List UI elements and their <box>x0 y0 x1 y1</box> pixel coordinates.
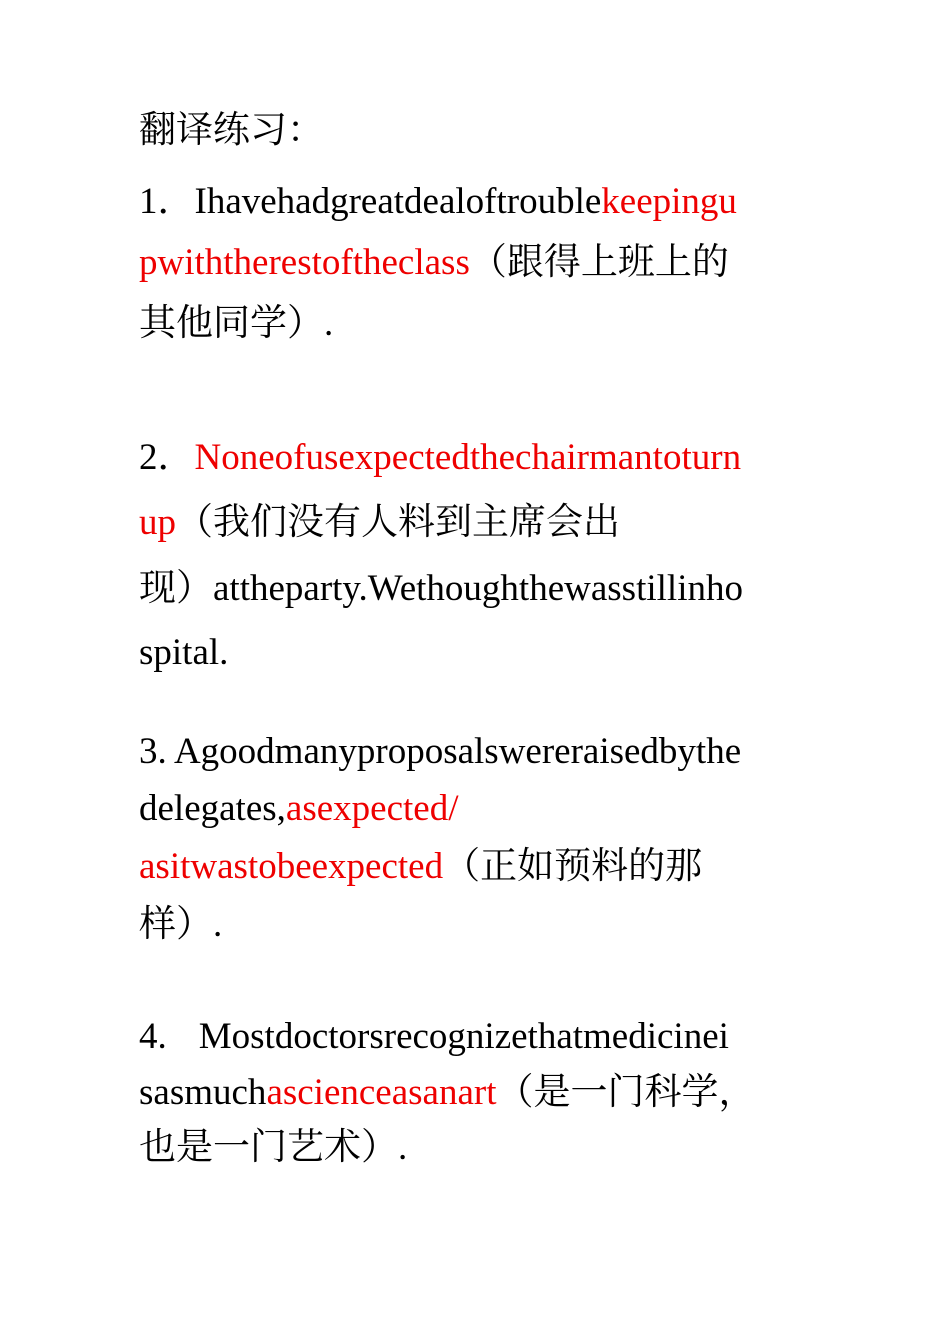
item-4-line-2 <box>139 1068 756 1118</box>
item-2-line-2 <box>139 498 620 548</box>
highlighted-text: Noneofusexpectedthechairmantoturn <box>194 437 742 478</box>
item-3-line-2 <box>139 784 458 834</box>
item-2-line-1 <box>139 433 741 483</box>
translation-text: 其他同学）. <box>139 303 334 344</box>
item-text: 3. Agoodmanyproposalswereraisedbythe <box>139 731 742 772</box>
item-text: delegates, <box>139 788 286 829</box>
item-3-line-4 <box>139 900 222 950</box>
highlighted-text: asitwastobeexpected <box>139 846 444 887</box>
translation-text: 也是一门艺术）. <box>139 1127 408 1168</box>
item-number: 4. <box>139 1016 167 1057</box>
highlighted-text: pwiththerestoftheclass <box>139 242 470 283</box>
page-title: 翻译练习： <box>139 110 324 151</box>
translation-text: （是一门科学， <box>496 1072 756 1113</box>
highlighted-text: keepingu <box>601 181 737 222</box>
item-1-line-3 <box>139 299 333 349</box>
item-4-line-1 <box>139 1012 729 1062</box>
highlighted-text: asexpected/ <box>285 788 459 829</box>
translation-text: （正如预料的那 <box>443 846 703 887</box>
item-text: sasmuch <box>139 1072 267 1113</box>
translation-text: （跟得上班上的 <box>469 242 729 283</box>
item-3-line-1 <box>139 727 741 777</box>
item-2-line-3 <box>139 564 743 614</box>
item-text: Ihavehadgreatdealoftrouble <box>194 181 602 222</box>
translation-text: （我们没有人料到主席会出 <box>176 502 620 543</box>
item-4-line-3 <box>139 1123 407 1173</box>
highlighted-text: up <box>139 502 176 543</box>
highlighted-text: ascienceasanart <box>266 1072 497 1113</box>
item-number: 2． <box>139 437 195 478</box>
item-2-line-4 <box>139 628 228 678</box>
item-1-line-2 <box>139 238 729 288</box>
translation-text: 样）. <box>139 904 223 945</box>
item-text: spital. <box>139 632 229 673</box>
item-3-line-3 <box>139 842 702 892</box>
item-number: 1． <box>139 181 195 222</box>
item-1-line-1 <box>139 177 737 227</box>
item-text: Mostdoctorsrecognizethatmedicinei <box>198 1016 729 1057</box>
item-text: 现）attheparty.Wethoughthewasstillinho <box>139 568 743 609</box>
